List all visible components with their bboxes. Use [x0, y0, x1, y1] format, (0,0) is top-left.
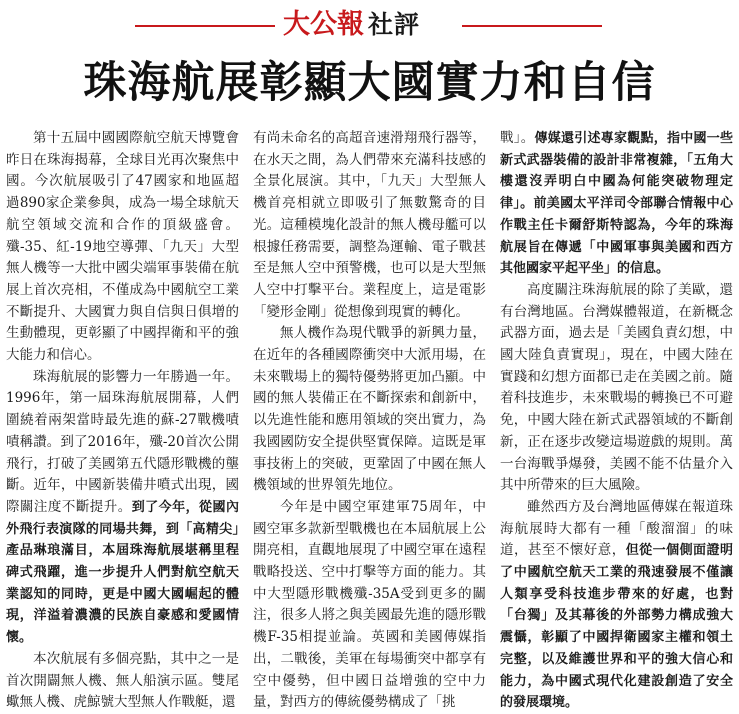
- article-column-3: [500, 128, 733, 711]
- article-column-1: [6, 128, 239, 711]
- paragraph: [6, 367, 239, 649]
- paragraph: [253, 323, 486, 497]
- paragraph: [253, 128, 486, 323]
- newspaper-logo: 大公報: [283, 9, 364, 40]
- text-run: 戰」。: [500, 130, 535, 146]
- paragraph: [500, 280, 733, 497]
- paragraph: [6, 649, 239, 714]
- masthead: [0, 8, 739, 42]
- headline: 珠海航展彰顯大國實力和自信: [83, 58, 656, 108]
- masthead-rule-right: [462, 25, 602, 27]
- masthead-rule-left: [135, 25, 275, 27]
- text-run: 第十五屆中國國際航空航天博覽會昨日在珠海揭幕，全球目光再次聚焦中國。今次航展吸引了47國家和地區超過890家企業參與，成為一場全球航天航空領域交流和合作的頂級盛會。殲-35、紅-19地空導彈、「九天」大型無人機等一大批中國尖端軍事裝備在航展上首次亮相，不僅成為中國航空工業不斷提升、大國實力與自信與日俱增的生動體現，更彰顯了中國捍衛和平的強大能力和信心。: [6, 130, 239, 364]
- text-run: 今年是中國空軍建軍75周年，中國空軍多款新型戰機也在本屆航展上公開亮相，直觀地展現了中國空軍在遠程戰略投送、空中打擊等方面的能力。其中大型隱形戰機殲-35A受到更多的關注，很多人將之與美國最先進的隱形戰機F-35相提並論。英國和美國傳媒指出，二戰後，美軍在每場衝突中都享有空中優勢，但中國日益增強的空中力量，對西方的傳統優勢構成了「挑: [253, 498, 486, 711]
- paragraph: [6, 128, 239, 367]
- text-run: 高度關注珠海航展的除了美歐，還有台灣地區。台灣媒體報道，在新概念武器方面，過去是「美國負責幻想，中國大陸負責實現」，現在，中國大陸在實踐和幻想方面都已走在美國之前。隨着科技進步，未來戰場的轉換已不可避免，中國大陸在新式武器領域的不斷創新，正在逐步改變這場遊戲的規則。萬一台海戰爭爆發，美國不能不估量介入其中所帶來的巨大風險。: [500, 281, 733, 494]
- article-column-2: [253, 128, 486, 711]
- text-run: 本次航展有多個亮點，其中之一是首次開闢無人機、無人船演示區。雙尾蠍無人機、虎鯨號大型無人作戰艇，還: [6, 650, 239, 711]
- bold-text-run: 傳媒還引述專家觀點，指中國一些新式武器裝備的設計非常複雜，「五角大樓還沒弄明白中國為何能突破物理定律」。前美國太平洋司令部聯合情報中心作戰主任卡爾舒斯特認為，今年的珠海航展旨在傳遞「中國軍事與美國和西方其他國家平起平坐」的信息。: [500, 131, 733, 277]
- paragraph: [500, 497, 733, 714]
- text-run: 無人機作為現代戰爭的新興力量，在近年的各種國際衝突中大派用場，在未來戰場上的獨特優勢將更加凸顯。中國的無人裝備正在不斷探索和創新中，以先進性能和應用領域的突出實力，為我國國防安全提供堅實保障。這既是軍事技術上的突破，更鞏固了中國在無人機領域的世界領先地位。: [253, 325, 486, 494]
- bold-text-run: 到了今年，從國內外飛行表演隊的同場共舞，到「高精尖」產品琳琅滿目，本屆珠海航展堪稱里程碑式飛躍，進一步提升人們對航空航天業認知的同時，更是中國大國崛起的體現，洋溢着濃濃的民族自豪感和愛國情懷。: [6, 499, 239, 646]
- paragraph: [253, 497, 486, 714]
- paragraph: [500, 128, 733, 280]
- text-run: 雖然西方及台灣地區傳媒在報道珠海航展時大都有一種「酸溜溜」的味道，甚至不懷好意，: [500, 498, 733, 559]
- text-run: 有尚未命名的高超音速滑翔飛行器等，在水天之間，為人們帶來充滿科技感的全景化展演。其中，「九天」大型無人機首亮相就立即吸引了無數驚奇的目光。這種模塊化設計的無人機母艦可以根據任務需要，調整為運輸、電子戰甚至是無人空中預警機，也可以是大型無人空中打擊平台。業程度上，這是電影「變形金剛」從想像到現實的轉化。: [253, 130, 486, 320]
- section-title: 社評: [368, 10, 421, 39]
- bold-text-run: 但從一個側面證明了中國航空航天工業的飛速發展不僅讓人類享受科技進步帶來的好處，也對「台獨」及其幕後的外部勢力構成強大震懾，彰顯了中國捍衛國家主權和領土完整，以及維護世界和平的強大信心和能力，為中國式現代化建設創造了安全的發展環境。: [500, 543, 733, 711]
- text-run: 珠海航展的影響力一年勝過一年。1996年，第一屆珠海航展開幕，人們圍繞着兩架當時最先進的蘇-27戰機嘖嘖稱讚。到了2016年，殲-20首次公開飛行，打破了美國第五代隱形戰機的壟斷。近年，中國新裝備井噴式出現，國際關注度不斷提升。: [6, 368, 239, 515]
